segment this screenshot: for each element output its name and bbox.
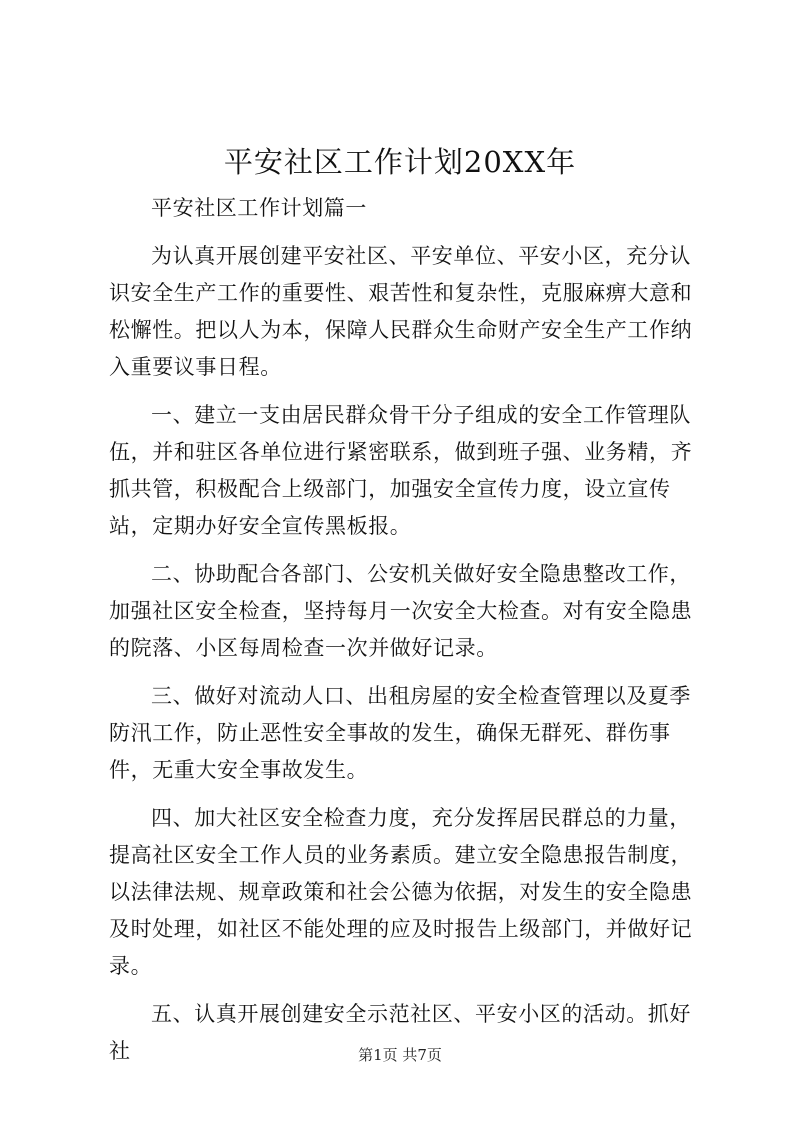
paragraph-item-1: 一、建立一支由居民群众骨干分子组成的安全工作管理队伍，并和驻区各单位进行紧密联系，做到班子强、业务精，齐抓共管，积极配合上级部门，加强安全宣传力度，设立宣传站，定期办好安全宣传黑板报。 — [109, 403, 693, 538]
page-number-footer: 第1页 共7页 — [358, 1046, 442, 1064]
paragraph-item-2: 二、协助配合各部门、公安机关做好安全隐患整改工作，加强社区安全检查，坚持每月一次安全大检查。对有安全隐患的院落、小区每周检查一次并做好记录。 — [109, 562, 693, 660]
document-title: 平安社区工作计划20XX年 — [223, 145, 577, 179]
section-heading: 平安社区工作计划篇一 — [151, 196, 367, 220]
paragraph-item-4: 四、加大社区安全检查力度，充分发挥居民群总的力量，提高社区安全工作人员的业务素质。建立安全隐患报告制度，以法律法规、规章政策和社会公德为依据，对发生的安全隐患及时处理，如社区不能处理的应及时报告上级部门，并做好记录。 — [109, 806, 693, 978]
document-body — [109, 190, 709, 1081]
paragraph-item-5: 五、认真开展创建安全示范社区、平安小区的活动。抓好社 — [109, 1002, 691, 1063]
paragraph-item-3: 三、做好对流动人口、出租房屋的安全检查管理以及夏季防汛工作，防止恶性安全事故的发生，确保无群死、群伤事件，无重大安全事故发生。 — [109, 684, 691, 782]
paragraph-intro: 为认真开展创建平安社区、平安单位、平安小区，充分认识安全生产工作的重要性、艰苦性和复杂性，克服麻痹大意和松懈性。把以人为本，保障人民群众生命财产安全生产工作纳入重要议事日程。 — [109, 244, 693, 379]
